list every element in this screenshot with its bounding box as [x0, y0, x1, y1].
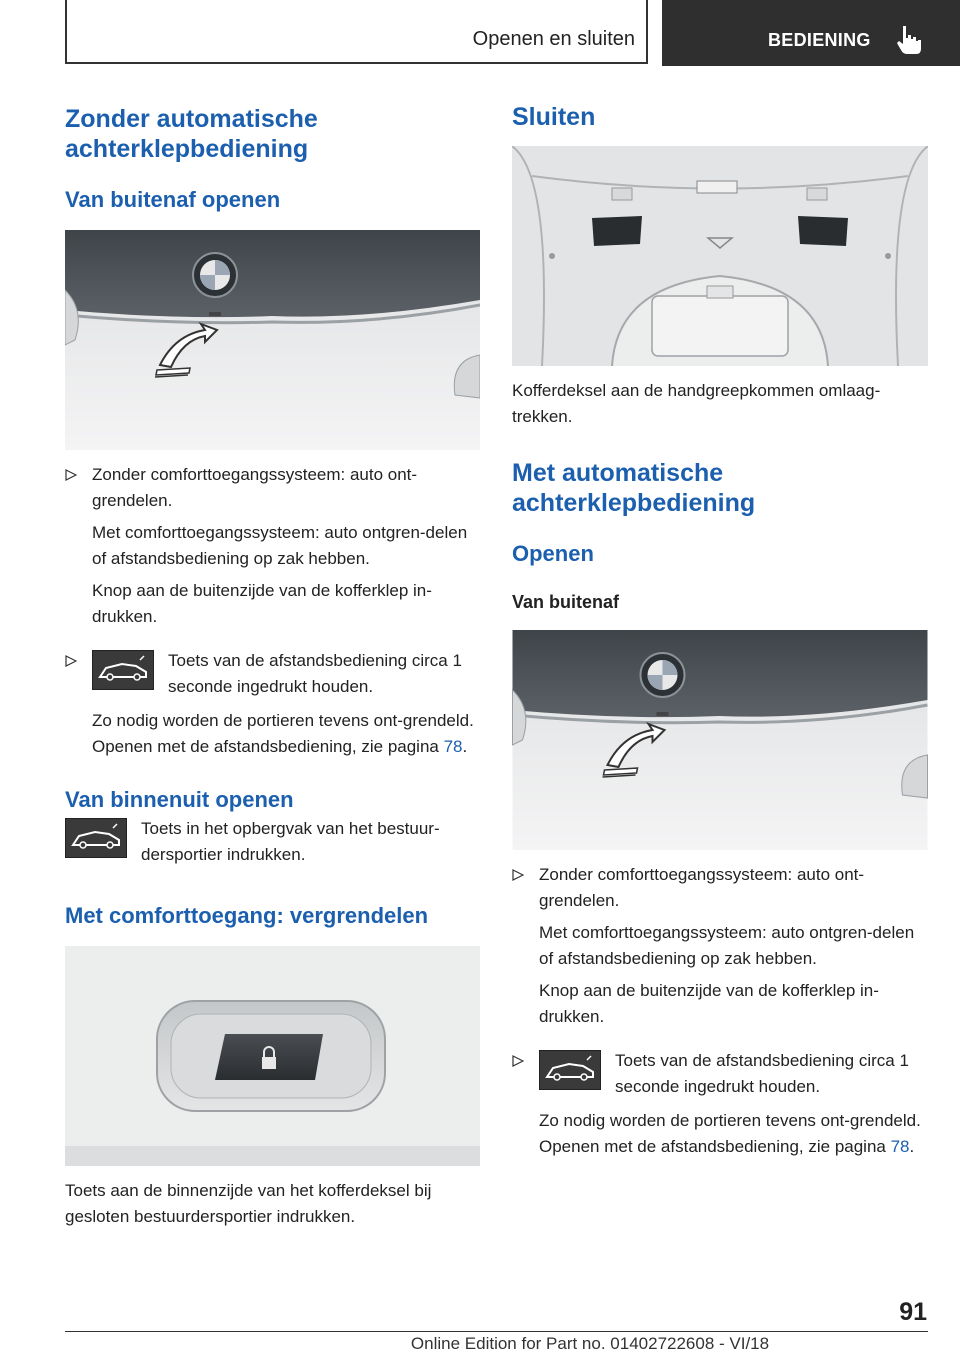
- trunk-button-outside-figure: [512, 630, 928, 850]
- footer-edition: Online Edition for Part no. 01402722608 - VI/18: [410, 1334, 770, 1353]
- right-column: [512, 100, 928, 1160]
- heading-close: Sluiten: [512, 103, 596, 131]
- remote-key-row: [539, 1048, 928, 1100]
- bullet-text: Zonder comforttoegangssysteem: auto ont-grendelen.: [92, 465, 418, 510]
- bullet-text: Knop aan de buitenzijde van de kofferklep in-drukken.: [92, 581, 432, 626]
- heading-open: Openen: [512, 541, 594, 566]
- list-item: [512, 862, 928, 1030]
- bullet-text: Met comforttoegangssysteem: auto ontgren-delen of afstandsbediening op zak hebben.: [92, 523, 468, 568]
- bullet-subtext: [92, 708, 480, 760]
- left-column: [65, 100, 480, 1230]
- bullet-text: Toets van de afstandsbediening circa 1 seconde ingedrukt houden.: [168, 651, 462, 696]
- bullet-subtext-part: .: [462, 737, 468, 756]
- heading-comfort-lock: Met comforttoegang: vergrendelen: [65, 903, 429, 928]
- triangle-bullet-icon: [65, 469, 77, 481]
- car-trunk-key-icon: [65, 818, 127, 858]
- header-chapter-label: BEDIENING: [768, 30, 871, 50]
- bullet-text: Knop aan de buitenzijde van de kofferklep in-drukken.: [539, 981, 879, 1026]
- inside-text: Toets in het opbergvak van het bestuur-dersportier indrukken.: [141, 819, 440, 864]
- bullet-text: Toets van de afstandsbediening circa 1 seconde ingedrukt houden.: [615, 1051, 909, 1096]
- heading-open-from-outside: Van buitenaf openen: [65, 187, 281, 212]
- bullet-text: Met comforttoegangssysteem: auto ontgren-delen of afstandsbediening op zak hebben.: [539, 923, 915, 968]
- bullet-subtext-part: Zo nodig worden de portieren tevens ont-grendeld. Openen met de afstandsbediening, zie pagina: [539, 1111, 921, 1156]
- pointing-hand-icon: [894, 24, 922, 56]
- page-number: 91: [899, 1298, 927, 1326]
- comfort-lock-button-figure: [65, 946, 480, 1166]
- heading-open-from-inside: Van binnenuit openen: [65, 787, 294, 812]
- page-header: [0, 0, 960, 66]
- comfort-caption: Toets aan de binnenzijde van het kofferdeksel bij gesloten bestuurdersportier indrukken.: [65, 1181, 432, 1226]
- heading-auto-tailgate: Met automatische achterklepbediening: [512, 459, 756, 517]
- car-trunk-key-icon: [539, 1050, 601, 1090]
- heading-from-outside: Van buitenaf: [512, 592, 620, 612]
- bullet-subtext: [539, 1108, 928, 1160]
- list-item: [65, 462, 480, 630]
- header-chapter-tab: [662, 0, 960, 66]
- inside-key-row: [65, 816, 480, 868]
- header-section-title: Openen en sluiten: [472, 28, 635, 50]
- car-trunk-key-icon: [92, 650, 154, 690]
- bullet-subtext-part: .: [909, 1137, 915, 1156]
- list-item: [65, 648, 480, 760]
- triangle-bullet-icon: [65, 655, 77, 667]
- triangle-bullet-icon: [512, 869, 524, 881]
- page-link-78[interactable]: 78: [443, 737, 463, 756]
- remote-key-row: [92, 648, 480, 700]
- bullet-text: Zonder comforttoegangssysteem: auto ont-grendelen.: [539, 865, 865, 910]
- page-link-78[interactable]: 78: [890, 1137, 910, 1156]
- footer-divider: [65, 1331, 928, 1332]
- list-item: [512, 1048, 928, 1160]
- trunk-lid-inside-figure: [512, 146, 928, 366]
- heading-no-auto-tailgate: Zonder automatische achterklepbediening: [65, 105, 318, 163]
- close-caption: Kofferdeksel aan de handgreepkommen omlaag-trekken.: [512, 381, 881, 426]
- triangle-bullet-icon: [512, 1055, 524, 1067]
- bullet-subtext-part: Zo nodig worden de portieren tevens ont-grendeld. Openen met de afstandsbediening, zie pagina: [92, 711, 474, 756]
- trunk-button-outside-figure: [65, 230, 480, 450]
